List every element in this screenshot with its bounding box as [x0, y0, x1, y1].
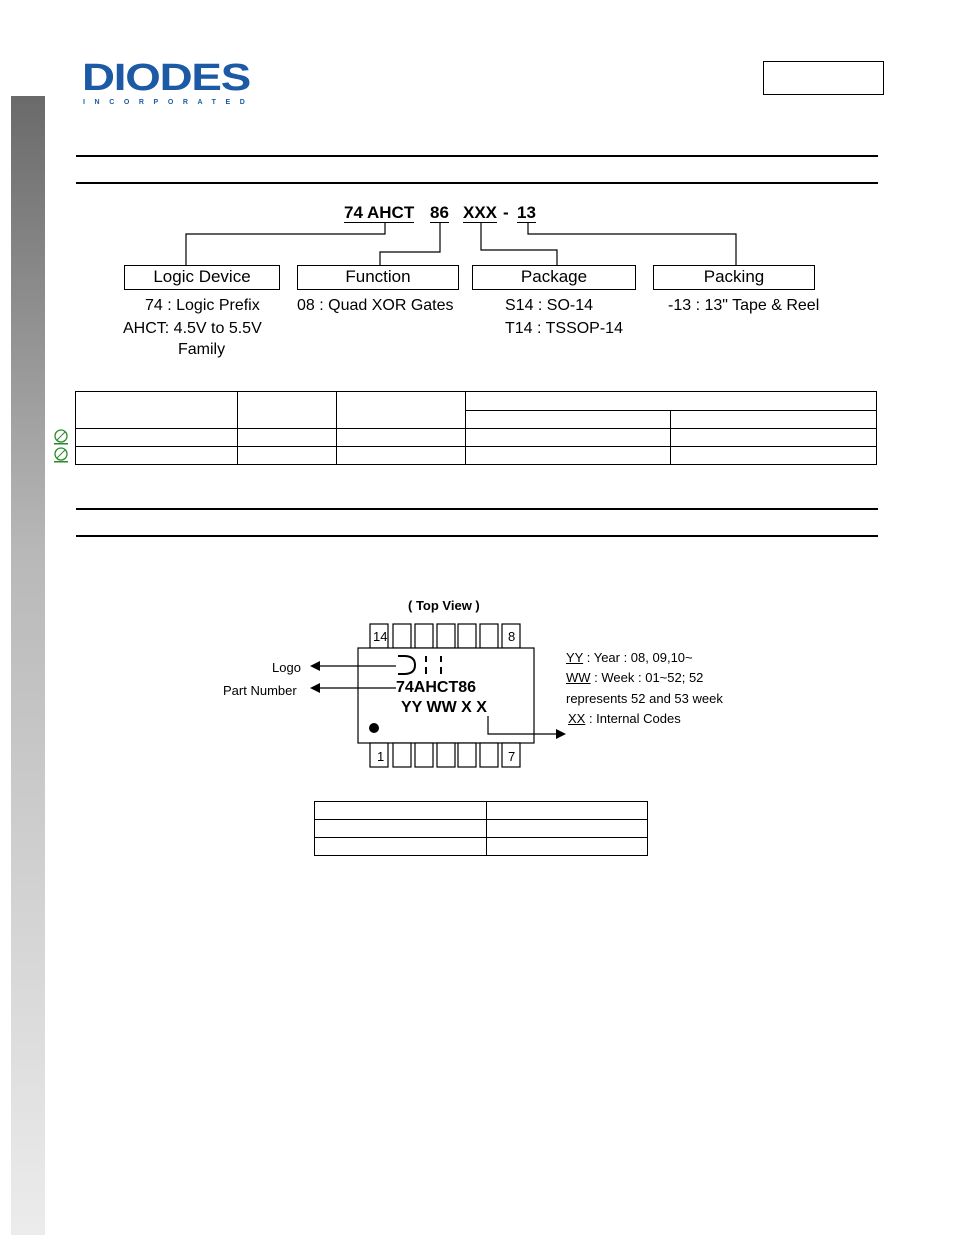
table-row: [315, 802, 648, 820]
package-desc-2: T14 : TSSOP-14: [505, 320, 623, 337]
pn-seg-function: 86: [430, 203, 449, 222]
legend-ww: WW : Week : 01~52; 52: [566, 670, 704, 685]
connector-lines: [0, 0, 954, 300]
logic-device-box: Logic Device: [124, 265, 280, 290]
ordering-table: [75, 391, 877, 465]
table-cell: [238, 392, 337, 429]
table-row: [315, 838, 648, 856]
logo-label: Logo: [272, 660, 301, 675]
lead-free-icon: [53, 429, 69, 445]
legend-ww-note: represents 52 and 53 week: [566, 691, 723, 706]
packing-box: Packing: [653, 265, 815, 290]
table-cell: [337, 392, 466, 429]
table-cell: [466, 410, 671, 429]
lead-free-icon: [53, 447, 69, 463]
function-desc: 08 : Quad XOR Gates: [297, 297, 454, 314]
pn-seg-package: XXX: [463, 203, 498, 222]
part-number-label: Part Number: [223, 683, 297, 698]
package-box: Package: [472, 265, 636, 290]
pn-separator: -: [503, 203, 509, 222]
table-cell: [466, 392, 877, 411]
table-row: [76, 429, 877, 447]
section-rule: [76, 508, 878, 510]
package-desc-1: S14 : SO-14: [505, 297, 594, 314]
pin-label-7: 7: [508, 749, 516, 764]
legend-yy: YY : Year : 08, 09,10~: [566, 650, 693, 665]
package-drawing: [300, 620, 580, 775]
function-box: Function: [297, 265, 459, 290]
pn-seg-packing: 13: [517, 203, 536, 222]
pin-label-8: 8: [508, 629, 516, 644]
table-cell: [671, 410, 877, 429]
logic-device-desc-1: 74 : Logic Prefix: [145, 297, 260, 314]
pin-label-14: 14: [373, 629, 388, 644]
logic-device-desc-3: Family: [178, 341, 226, 358]
company-name: DIODES: [82, 60, 250, 99]
logic-device-desc-2: AHCT: 4.5V to 5.5V: [123, 320, 262, 337]
company-sub: INCORPORATED: [83, 99, 255, 106]
packing-desc: -13 : 13" Tape & Reel: [668, 297, 820, 314]
pn-seg-prefix: 74 AHCT: [344, 203, 415, 222]
table-cell: [76, 392, 238, 429]
pin-label-1: 1: [377, 749, 385, 764]
chip-date-code: YY WW X X: [401, 699, 487, 716]
table-row: [76, 447, 877, 465]
table-row: [315, 820, 648, 838]
top-view-label: ( Top View ): [408, 598, 480, 613]
chip-part-number: 74AHCT86: [396, 679, 477, 696]
section-rule: [76, 535, 878, 537]
marking-table: [314, 801, 648, 856]
legend-xx: XX : Internal Codes: [568, 711, 681, 726]
